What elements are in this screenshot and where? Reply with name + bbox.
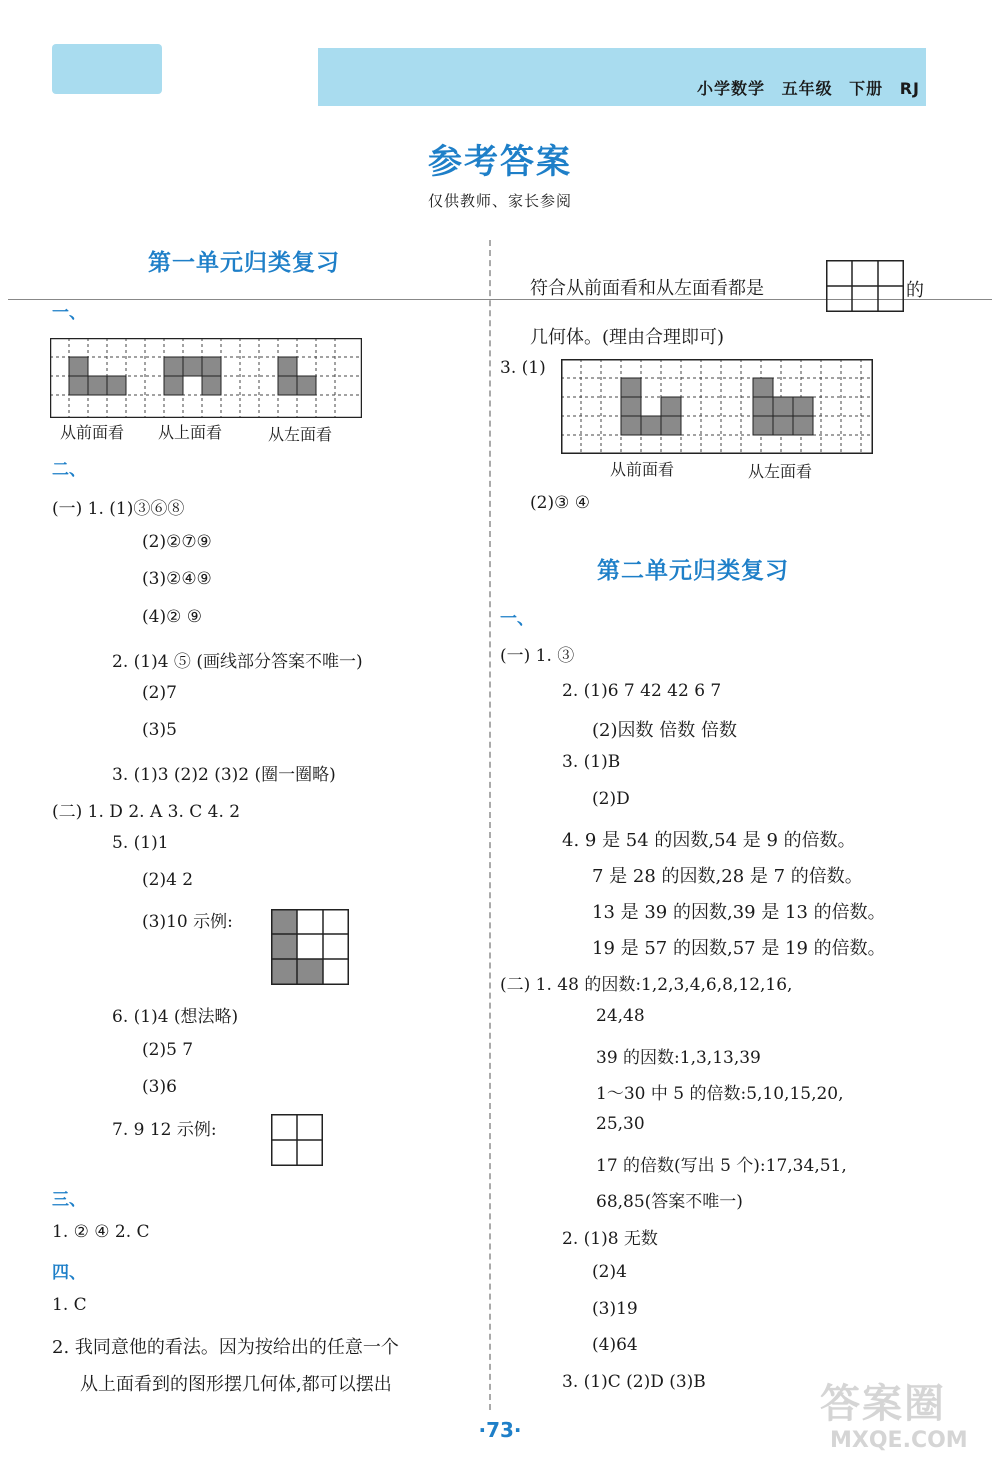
- u1-line: (4)② ⑨: [142, 607, 202, 627]
- u2-line: 7 是 28 的因数,28 是 7 的倍数。: [592, 866, 863, 887]
- u2-line: 4. 9 是 54 的因数,54 是 9 的倍数。: [562, 830, 856, 851]
- page-subtitle: 仅供教师、家长参阅: [427, 192, 572, 210]
- u1-line: (3)5: [142, 720, 177, 740]
- u1-p4-line: 2. 我同意他的看法。因为按给出的任意一个: [52, 1337, 399, 1358]
- u2-line: 17 的倍数(写出 5 个):17,34,51,: [596, 1156, 847, 1176]
- u1-line: (3)6: [142, 1077, 177, 1097]
- u1-line: 2. (1)4 ⑤ (画线部分答案不唯一): [112, 652, 363, 672]
- u2-line: (4)64: [592, 1335, 638, 1355]
- u1-line: (3)10 示例:: [142, 912, 233, 932]
- r-q3-2: (2)③ ④: [530, 493, 590, 513]
- unit2-part1-label: 一、: [500, 609, 534, 629]
- u1-line: (2)7: [142, 683, 177, 703]
- u1-line: (二) 1. D 2. A 3. C 4. 2: [52, 802, 241, 822]
- u2-line: 2. (1)6 7 42 42 6 7: [562, 681, 722, 701]
- fig3-label-front: 从前面看: [610, 460, 675, 479]
- u2-line: 1～30 中 5 的倍数:5,10,15,20,: [596, 1084, 844, 1104]
- unit1-part3-label: 三、: [52, 1190, 86, 1210]
- u1-line: (3)②④⑨: [142, 569, 212, 589]
- u2-line: 39 的因数:1,3,13,39: [596, 1048, 761, 1068]
- column-separator: [489, 240, 491, 1410]
- unit2-heading: 第二单元归类复习: [597, 558, 789, 584]
- u2-line: 25,30: [596, 1114, 645, 1134]
- u1-line: 7. 9 12 示例:: [112, 1120, 217, 1140]
- u1-line: 6. (1)4 (想法略): [112, 1007, 239, 1027]
- r-cont1-end: 的: [906, 280, 924, 301]
- r-cont1: 符合从前面看和从左面看都是: [530, 278, 764, 299]
- u2-line: (二) 1. 48 的因数:1,2,3,4,6,8,12,16,: [500, 975, 793, 995]
- u2-line: 19 是 57 的因数,57 是 19 的倍数。: [592, 938, 886, 959]
- page-title: 参考答案: [428, 142, 572, 182]
- u1-p4-line: 从上面看到的图形摆几何体,都可以摆出: [80, 1374, 392, 1395]
- watermark-logo: 答案圈: [820, 1381, 946, 1427]
- page-number: ·73·: [478, 1418, 522, 1442]
- header-left-block: [52, 44, 162, 94]
- u1-p4-line: 1. C: [52, 1295, 87, 1315]
- example-grid-3x3: [271, 909, 349, 985]
- u1-line: 5. (1)1: [112, 833, 169, 853]
- u2-line: 13 是 39 的因数,39 是 13 的倍数。: [592, 902, 886, 923]
- u1-line: 3. (1)3 (2)2 (3)2 (圈一圈略): [112, 765, 336, 785]
- header-subject: 小学数学 五年级 下册 RJ: [697, 79, 920, 98]
- fig1-label-front: 从前面看: [60, 423, 125, 442]
- u2-line: 2. (1)8 无数: [562, 1229, 658, 1249]
- u2-line: 24,48: [596, 1006, 645, 1026]
- unit1-fig3-grid: [561, 359, 873, 454]
- unit1-fig1-grid: [50, 338, 362, 418]
- unit1-part2-label: 二、: [52, 460, 86, 480]
- u2-line: (一) 1. ③: [500, 646, 575, 666]
- fig3-label-left: 从左面看: [748, 462, 813, 481]
- shape-3x2-grid: [826, 260, 904, 312]
- u1-line: (一) 1. (1)③⑥⑧: [52, 499, 185, 519]
- u2-line: 68,85(答案不唯一): [596, 1192, 743, 1212]
- unit1-heading: 第一单元归类复习: [148, 250, 340, 276]
- u2-line: (3)19: [592, 1299, 638, 1319]
- u2-line: (2)D: [592, 789, 630, 809]
- unit1-part1-label: 一、: [52, 303, 86, 323]
- u1-line: (2)②⑦⑨: [142, 532, 212, 552]
- fig1-label-left: 从左面看: [268, 425, 333, 444]
- u1-line: (2)5 7: [142, 1040, 194, 1060]
- u2-line: 3. (1)B: [562, 752, 621, 772]
- u1-p3-line: 1. ② ④ 2. C: [52, 1222, 150, 1242]
- u2-line: (2)因数 倍数 倍数: [592, 720, 737, 741]
- u2-line: (2)4: [592, 1262, 627, 1282]
- watermark-url: MXQE.COM: [830, 1428, 968, 1453]
- u1-line: (2)4 2: [142, 870, 194, 890]
- example-grid-2x2: [271, 1114, 323, 1166]
- r-q3-label: 3. (1): [500, 358, 546, 378]
- fig1-label-top: 从上面看: [158, 423, 223, 442]
- r-cont2: 几何体。(理由合理即可): [530, 327, 725, 348]
- u2-line: 3. (1)C (2)D (3)B: [562, 1372, 706, 1392]
- unit1-part4-label: 四、: [52, 1263, 86, 1283]
